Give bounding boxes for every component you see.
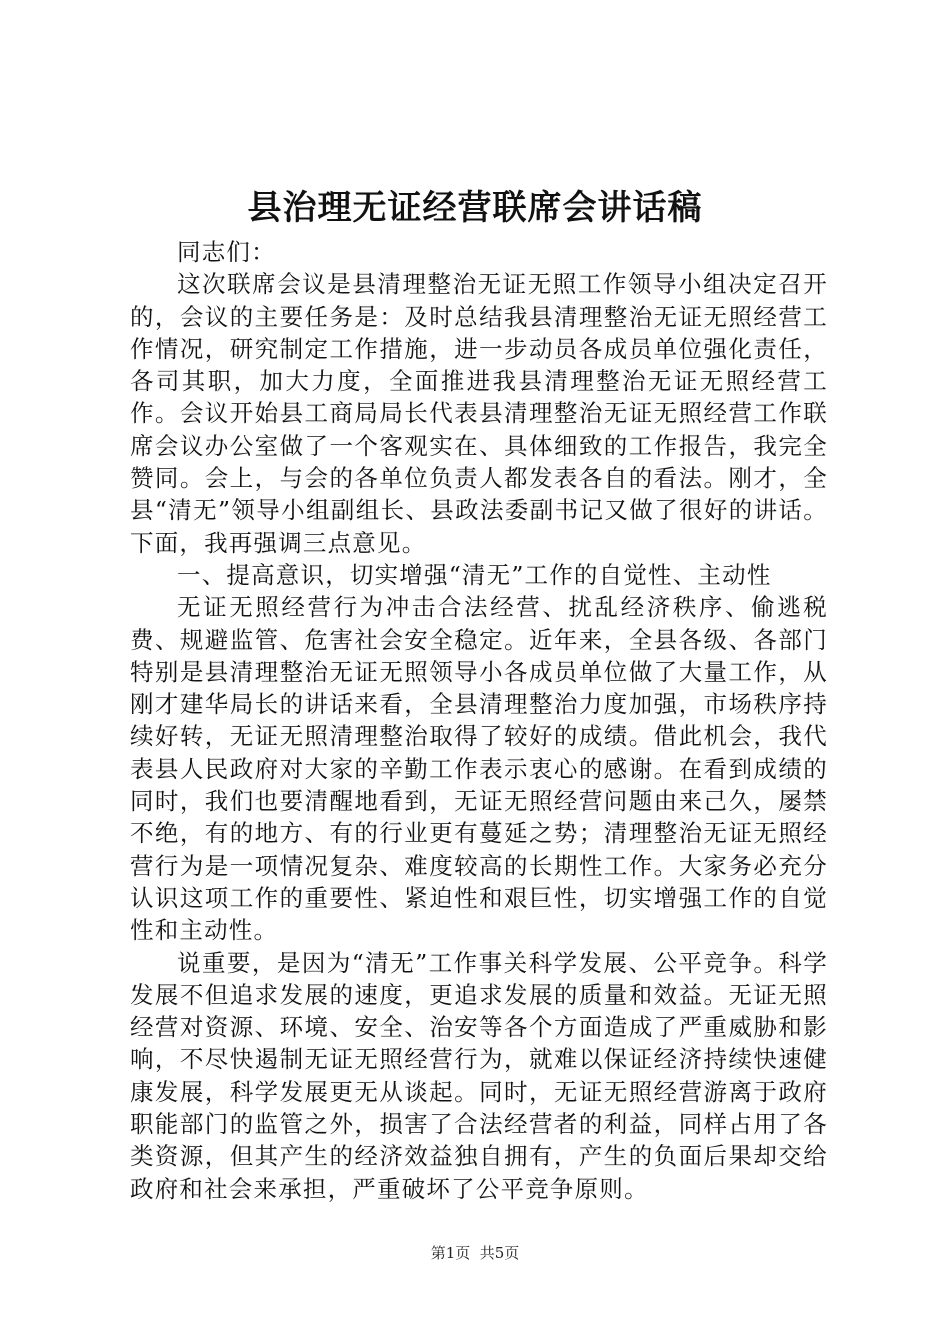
page-number-label: 第1页 共5页 <box>430 1244 520 1262</box>
document-body <box>130 236 828 1205</box>
page-footer <box>0 1243 950 1263</box>
salutation-paragraph: 同志们： <box>177 238 276 266</box>
body-paragraph: 说重要，是因为“清无”工作事关科学发展、公平竞争。科学发展不但追求发展的速度，更追求发展的质量和效益。无证无照经营对资源、环境、安全、治安等各个方面造成了严重威胁和影响，不尽快遏制无证无照经营行为，就难以保证经济持续快速健康发展，科学发展更无从谈起。同时，无证无照经营游离于政府职能部门的监管之外，损害了合法经营者的利益，同样占用了各类资源，但其产生的经济效益独自拥有，产生的负面后果却交给政府和社会来承担，严重破坏了公平竞争原则。 <box>130 948 828 1203</box>
section-heading: 一、提高意识，切实增强“清无”工作的自觉性、主动性 <box>177 560 772 589</box>
body-paragraph: 无证无照经营行为冲击合法经营、扰乱经济秩序、偷逃税费、规避监管、危害社会安全稳定。近年来，全县各级、各部门特别是县清理整治无证无照领导小各成员单位做了大量工作，从刚才建华局长的讲话来看，全县清理整治力度加强，市场秩序持续好转，无证无照清理整治取得了较好的成绩。借此机会，我代表县人民政府对大家的辛勤工作表示衷心的感谢。在看到成绩的同时，我们也要清醒地看到，无证无照经营问题由来己久，屡禁不绝，有的地方、有的行业更有蔓延之势；清理整治无证无照经营行为是一项情况复杂、难度较高的长期性工作。大家务必充分认识这项工作的重要性、紧迫性和艰巨性，切实增强工作的自觉性和主动性。 <box>130 593 828 945</box>
body-paragraph: 这次联席会议是县清理整治无证无照工作领导小组决定召开的，会议的主要任务是：及时总结我县清理整治无证无照经营工作情况，研究制定工作措施，进一步动员各成员单位强化责任，各司其职，加大力度，全面推进我县清理整治无证无照经营工作。会议开始县工商局局长代表县清理整治无证无照经营工作联席会议办公室做了一个客观实在、具体细致的工作报告，我完全赞同。会上，与会的各单位负责人都发表各自的看法。刚才，全县“清无”领导小组副组长、县政法委副书记又做了很好的讲话。下面，我再强调三点意见。 <box>130 270 828 557</box>
document-title: 县治理无证经营联席会讲话稿 <box>247 188 703 228</box>
